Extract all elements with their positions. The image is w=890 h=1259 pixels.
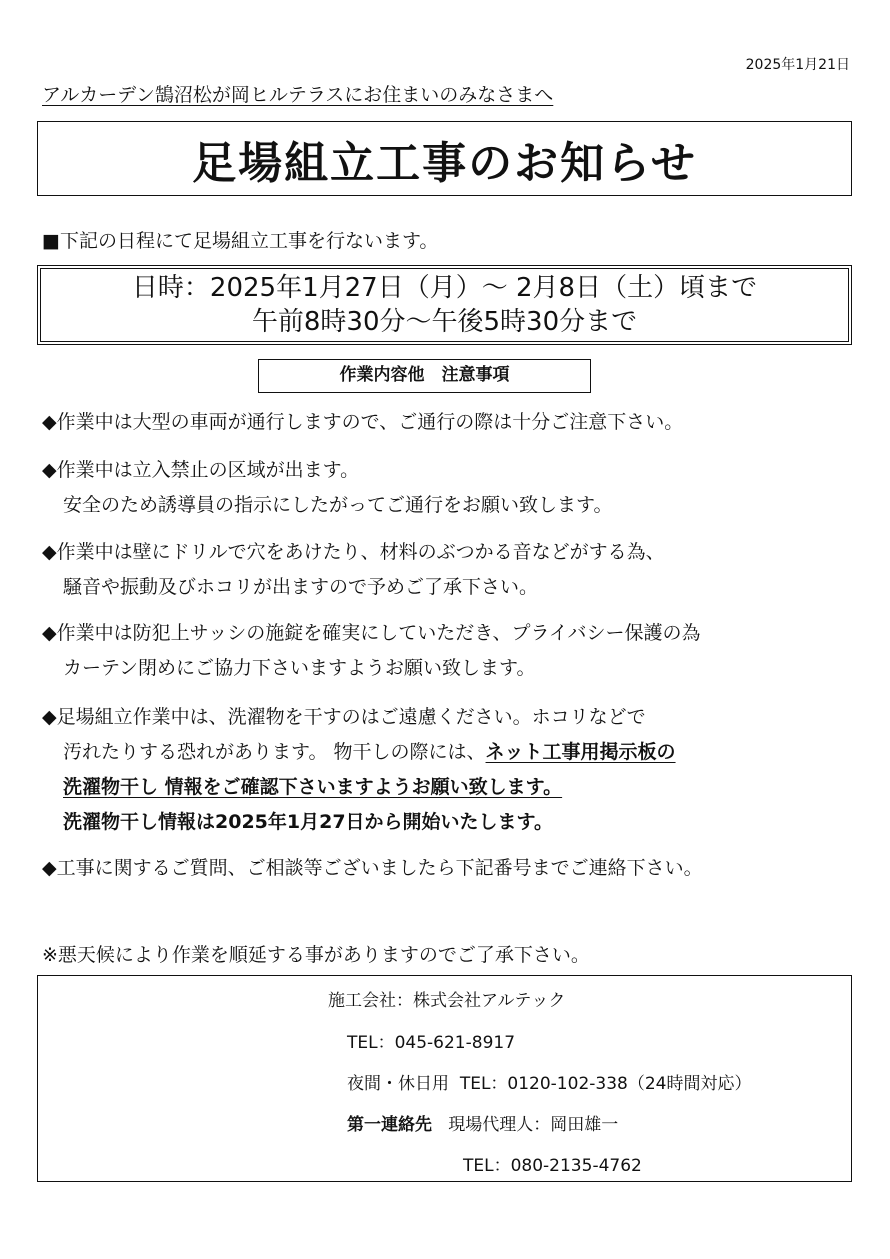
first-contact <box>347 1110 618 1135</box>
laundry-start-line: 洗濯物干し情報は2025年1月27日から開始いたします。 <box>63 811 554 833</box>
weather-note: ※悪天候により作業を順延する事がありますのでご了承下さい。 <box>42 944 590 966</box>
notice-item-2 <box>42 453 612 523</box>
notice-item-1 <box>42 405 683 440</box>
addressee: アルカーデン鵠沼松が岡ヒルテラスにお住まいのみなさまへ <box>42 84 554 106</box>
title-box <box>37 121 852 196</box>
notice-line <box>42 735 676 770</box>
night-tel: TEL：0120-102-338（24時間対応） <box>459 1074 752 1094</box>
schedule-dates: 日時：2025年1月27日（月）～ 2月8日（土）頃まで <box>131 273 758 303</box>
intro-text: ■下記の日程にて足場組立工事を行ないます。 <box>42 230 439 252</box>
site-agent: 現場代理人：岡田雄一 <box>448 1115 619 1135</box>
notice-line: 安全のため誘導員の指示にしたがってご通行をお願い致します。 <box>63 494 613 516</box>
contact-box <box>37 975 852 1182</box>
site-agent-tel: TEL：080-2135-4762 <box>463 1156 642 1176</box>
notice-line: ◆作業中は防犯上サッシの施錠を確実にしていただき、プライバシー保護の為 <box>42 622 701 644</box>
night-holiday-tel <box>347 1069 751 1094</box>
schedule-hours: 午前8時30分～午後5時30分まで <box>251 307 638 337</box>
contractor-name: 施工会社：株式会社アルテック <box>328 991 566 1011</box>
laundry-emphasis: ネット工事用掲示板の <box>485 741 676 763</box>
first-contact-label: 第一連絡先 <box>347 1115 432 1135</box>
notice-line: ◆作業中は壁にドリルで穴をあけたり、材料のぶつかる音などがする為、 <box>42 541 665 563</box>
notice-item-contact <box>42 851 703 886</box>
laundry-emphasis-line: 洗濯物干し 情報をご確認下さいますようお願い致します。 <box>63 776 563 798</box>
section-heading: 作業内容他 注意事項 <box>258 359 591 393</box>
notice-item-laundry <box>42 700 676 840</box>
notice-line: ◆足場組立作業中は、洗濯物を干すのはご遠慮ください。ホコリなどで <box>42 706 646 728</box>
schedule-box <box>37 265 852 345</box>
page-title: 足場組立工事のお知らせ <box>192 137 697 189</box>
notice-line: 騒音や振動及びホコリが出ますので予めご了承下さい。 <box>63 576 539 598</box>
issue-date: 2025年1月21日 <box>745 57 850 73</box>
notice-line: ◆工事に関するご質問、ご相談等ございましたら下記番号までご連絡下さい。 <box>42 857 703 879</box>
laundry-text: 汚れたりする恐れがあります。 物干しの際には、 <box>63 741 486 763</box>
notice-line: カーテン閉めにご協力下さいますようお願い致します。 <box>63 657 536 679</box>
night-label: 夜間・休日用 <box>347 1074 449 1094</box>
notice-line: ◆作業中は大型の車両が通行しますので、ご通行の際は十分ご注意下さい。 <box>42 411 684 433</box>
contractor-tel: TEL：045-621-8917 <box>347 1033 516 1053</box>
notice-item-3 <box>42 535 665 605</box>
notice-line: ◆作業中は立入禁止の区域が出ます。 <box>42 459 360 481</box>
notice-item-4 <box>42 616 701 686</box>
